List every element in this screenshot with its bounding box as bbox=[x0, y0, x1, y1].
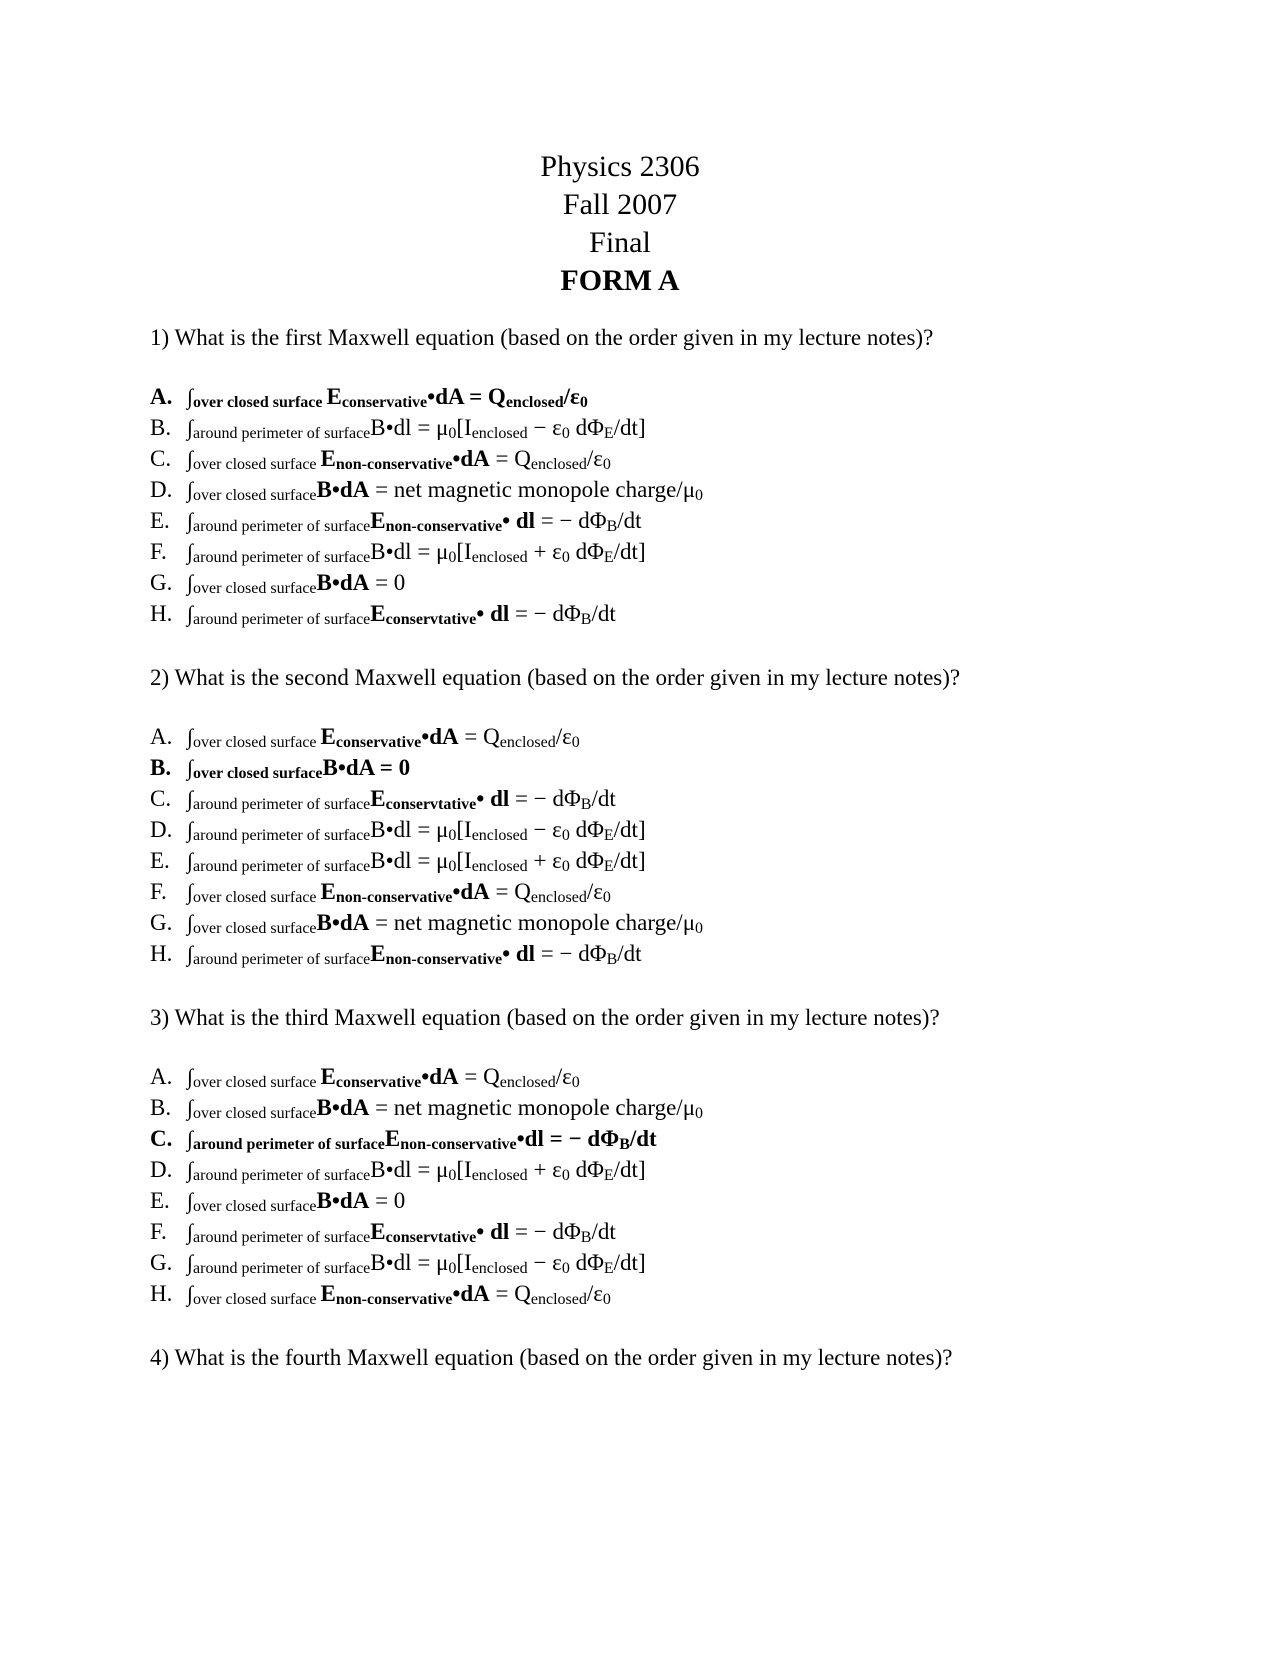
course-title: Physics 2306 bbox=[540, 150, 700, 183]
equation-part: E bbox=[603, 858, 614, 875]
equation-part: + ε bbox=[527, 539, 562, 564]
answer-option bbox=[150, 598, 703, 629]
equation-part: 0 bbox=[448, 1167, 457, 1184]
equation-part: B•dA bbox=[316, 570, 370, 595]
equation-part: 0 bbox=[448, 858, 457, 875]
equation-part: B bbox=[580, 611, 592, 628]
equation-part: ∫ bbox=[187, 508, 194, 533]
equation-part: around perimeter of surface bbox=[193, 549, 371, 566]
equation-part: E bbox=[370, 1219, 386, 1244]
equation-part: conservtative bbox=[385, 611, 477, 628]
equation-part: around perimeter of surface bbox=[193, 425, 371, 442]
option-letter: B. bbox=[150, 415, 172, 440]
equation-part: /ε bbox=[563, 384, 580, 409]
equation-part: 0 bbox=[561, 858, 570, 875]
option-letter: G. bbox=[150, 570, 173, 595]
equation-part: ∫ bbox=[187, 724, 194, 749]
equation-part: B bbox=[606, 951, 618, 968]
equation-part: enclosed bbox=[471, 1260, 528, 1277]
equation-part: conservtative bbox=[385, 1229, 477, 1246]
equation-part: 0 bbox=[448, 1260, 457, 1277]
equation-part: enclosed bbox=[499, 734, 556, 751]
answer-option bbox=[150, 1092, 703, 1123]
equation-part: /dt] bbox=[613, 848, 646, 873]
option-letter: G. bbox=[150, 1250, 173, 1275]
equation-part: around perimeter of surface bbox=[193, 611, 371, 628]
equation-part: B•dA bbox=[316, 910, 370, 935]
question-text: What is the third Maxwell equation (based on the order given in my lecture notes)? bbox=[174, 1005, 940, 1030]
equation-part: [I bbox=[456, 817, 472, 842]
equation-part: E bbox=[603, 425, 614, 442]
equation-part: dΦ bbox=[569, 1250, 604, 1275]
equation-part: ∫ bbox=[187, 1064, 194, 1089]
answer-option bbox=[150, 474, 703, 505]
equation-part: ∫ bbox=[187, 817, 194, 842]
equation-part: = Q bbox=[489, 1281, 531, 1306]
equation-part: B•dA bbox=[316, 477, 370, 502]
option-letter: F. bbox=[150, 539, 167, 564]
equation-part: E bbox=[603, 1167, 614, 1184]
equation-part: B bbox=[580, 796, 592, 813]
equation-part: around perimeter of surface bbox=[193, 1167, 371, 1184]
equation-part: ∫ bbox=[187, 1126, 194, 1151]
equation-part: over closed surface bbox=[193, 734, 321, 751]
equation-part: = − dΦ bbox=[535, 941, 607, 966]
equation-part: non-conservative bbox=[400, 1136, 517, 1153]
options-q3 bbox=[150, 1061, 703, 1309]
exam-name: Final bbox=[589, 226, 651, 259]
equation-part: = Q bbox=[458, 724, 500, 749]
equation-part: /ε bbox=[586, 446, 603, 471]
equation-part: E bbox=[320, 1064, 336, 1089]
equation-part: = Q bbox=[489, 446, 531, 471]
equation-part: /ε bbox=[555, 1064, 572, 1089]
equation-part: 0 bbox=[448, 549, 457, 566]
option-letter: A. bbox=[150, 1064, 173, 1089]
equation-part: /dt bbox=[617, 508, 642, 533]
equation-part: around perimeter of surface bbox=[193, 518, 371, 535]
equation-part: = − dΦ bbox=[509, 786, 581, 811]
option-letter: D. bbox=[150, 477, 173, 502]
equation-part: over closed surface bbox=[193, 580, 317, 597]
option-letter: G. bbox=[150, 910, 173, 935]
equation-part: [I bbox=[456, 848, 472, 873]
equation-part: B•dl = μ bbox=[370, 539, 449, 564]
equation-part: E bbox=[326, 384, 342, 409]
equation-part: E bbox=[320, 724, 336, 749]
answer-option bbox=[150, 412, 703, 443]
answer-option bbox=[150, 721, 703, 752]
equation-part: E bbox=[320, 1281, 336, 1306]
form-label: FORM A bbox=[560, 264, 680, 297]
exam-header bbox=[0, 148, 1240, 300]
equation-part: /dt] bbox=[613, 415, 646, 440]
equation-part: 0 bbox=[571, 734, 580, 751]
equation-part: ∫ bbox=[187, 1188, 194, 1213]
equation-part: E bbox=[603, 827, 614, 844]
equation-part: [I bbox=[456, 1250, 472, 1275]
equation-part: B•dl = μ bbox=[370, 817, 449, 842]
equation-part: ∫ bbox=[187, 786, 194, 811]
equation-part: enclosed bbox=[530, 1291, 587, 1308]
option-letter: C. bbox=[150, 1126, 173, 1151]
equation-part: 0 bbox=[602, 1291, 611, 1308]
equation-part: B bbox=[606, 518, 618, 535]
option-letter: E. bbox=[150, 1188, 170, 1213]
equation-part: enclosed bbox=[471, 549, 528, 566]
equation-part: E bbox=[603, 549, 614, 566]
equation-part: 0 bbox=[695, 920, 704, 937]
equation-part: /dt] bbox=[613, 1250, 646, 1275]
equation-part: = net magnetic monopole charge/μ bbox=[369, 910, 696, 935]
option-letter: C. bbox=[150, 786, 172, 811]
equation-part: E bbox=[370, 508, 386, 533]
equation-part: over closed surface bbox=[193, 1198, 317, 1215]
equation-part: /dt] bbox=[613, 539, 646, 564]
option-letter: D. bbox=[150, 1157, 173, 1182]
equation-part: around perimeter of surface bbox=[193, 827, 371, 844]
equation-part: ∫ bbox=[187, 1219, 194, 1244]
answer-option bbox=[150, 1185, 703, 1216]
answer-option bbox=[150, 783, 703, 814]
equation-part: dΦ bbox=[569, 415, 604, 440]
equation-part: non-conservative bbox=[335, 456, 453, 473]
option-letter: C. bbox=[150, 446, 172, 471]
equation-part: 0 bbox=[448, 425, 457, 442]
equation-part: E bbox=[320, 446, 336, 471]
equation-part: ∫ bbox=[187, 879, 194, 904]
question-3 bbox=[150, 1005, 940, 1031]
equation-part: [I bbox=[456, 415, 472, 440]
option-letter: H. bbox=[150, 601, 173, 626]
equation-part: + ε bbox=[527, 1157, 562, 1182]
equation-part: E bbox=[603, 1260, 614, 1277]
equation-part: = 0 bbox=[369, 1188, 406, 1213]
equation-part: dΦ bbox=[569, 848, 604, 873]
question-number: 3) bbox=[150, 1005, 170, 1030]
equation-part: ∫ bbox=[187, 1250, 194, 1275]
question-2 bbox=[150, 665, 960, 691]
equation-part: non-conservative bbox=[335, 1291, 453, 1308]
equation-part: dΦ bbox=[569, 539, 604, 564]
equation-part: /ε bbox=[586, 879, 603, 904]
equation-part: B bbox=[580, 1229, 592, 1246]
option-letter: H. bbox=[150, 1281, 173, 1306]
equation-part: E bbox=[320, 879, 336, 904]
equation-part: B•dA = 0 bbox=[322, 755, 411, 780]
equation-part: enclosed bbox=[471, 1167, 528, 1184]
option-letter: B. bbox=[150, 1095, 172, 1120]
equation-part: over closed surface bbox=[193, 1291, 321, 1308]
equation-part: = − dΦ bbox=[509, 601, 581, 626]
equation-part: = net magnetic monopole charge/μ bbox=[369, 477, 696, 502]
equation-part: around perimeter of surface bbox=[193, 951, 371, 968]
equation-part: = Q bbox=[463, 384, 506, 409]
equation-part: E bbox=[370, 941, 386, 966]
equation-part: over closed surface bbox=[193, 456, 321, 473]
equation-part: • dl bbox=[476, 601, 510, 626]
question-4 bbox=[150, 1345, 952, 1371]
equation-part: B•dl = μ bbox=[370, 1250, 449, 1275]
equation-part: over closed surface bbox=[193, 889, 321, 906]
equation-part: conservative bbox=[335, 734, 422, 751]
equation-part: [I bbox=[456, 539, 472, 564]
equation-part: enclosed bbox=[530, 456, 587, 473]
question-text: What is the first Maxwell equation (based on the order given in my lecture notes)? bbox=[174, 325, 934, 350]
option-letter: A. bbox=[150, 384, 173, 409]
equation-part: • dl bbox=[502, 941, 536, 966]
equation-part: B•dl = μ bbox=[370, 848, 449, 873]
term: Fall 2007 bbox=[562, 188, 678, 221]
equation-part: /dt] bbox=[613, 817, 646, 842]
equation-part: 0 bbox=[695, 487, 704, 504]
equation-part: − ε bbox=[527, 817, 562, 842]
equation-part: = Q bbox=[458, 1064, 500, 1089]
equation-part: /dt bbox=[591, 1219, 616, 1244]
equation-part: ∫ bbox=[187, 755, 194, 780]
question-text: What is the second Maxwell equation (based on the order given in my lecture notes)? bbox=[174, 665, 961, 690]
equation-part: = net magnetic monopole charge/μ bbox=[369, 1095, 696, 1120]
equation-part: around perimeter of surface bbox=[193, 1260, 371, 1277]
equation-part: 0 bbox=[561, 1260, 570, 1277]
equation-part: 0 bbox=[602, 456, 611, 473]
equation-part: enclosed bbox=[499, 1074, 556, 1091]
option-letter: F. bbox=[150, 1219, 167, 1244]
equation-part: dΦ bbox=[569, 1157, 604, 1182]
answer-option bbox=[150, 907, 703, 938]
option-letter: E. bbox=[150, 848, 170, 873]
question-text: What is the fourth Maxwell equation (based on the order given in my lecture notes)? bbox=[174, 1345, 953, 1370]
equation-part: around perimeter of surface bbox=[193, 1136, 385, 1153]
equation-part: •dA bbox=[421, 1064, 459, 1089]
equation-part: ∫ bbox=[187, 539, 194, 564]
equation-part: B•dA bbox=[316, 1188, 370, 1213]
equation-part: = 0 bbox=[369, 570, 406, 595]
equation-part: •dA bbox=[452, 1281, 490, 1306]
option-letter: B. bbox=[150, 755, 172, 780]
equation-part: around perimeter of surface bbox=[193, 796, 371, 813]
answer-option bbox=[150, 567, 703, 598]
equation-part: 0 bbox=[561, 425, 570, 442]
equation-part: /dt bbox=[617, 941, 642, 966]
equation-part: •dA bbox=[427, 384, 464, 409]
equation-part: = Q bbox=[489, 879, 531, 904]
equation-part: enclosed bbox=[530, 889, 587, 906]
equation-part: 0 bbox=[561, 827, 570, 844]
answer-option bbox=[150, 876, 703, 907]
question-number: 4) bbox=[150, 1345, 170, 1370]
answer-option bbox=[150, 938, 703, 969]
equation-part: over closed surface bbox=[193, 920, 317, 937]
equation-part: dΦ bbox=[569, 817, 604, 842]
equation-part: ∫ bbox=[187, 384, 194, 409]
equation-part: •dA bbox=[452, 879, 490, 904]
equation-part: ∫ bbox=[187, 941, 194, 966]
equation-part: • dl bbox=[476, 786, 510, 811]
equation-part: B bbox=[619, 1136, 630, 1153]
equation-part: E bbox=[370, 601, 386, 626]
equation-part: [I bbox=[456, 1157, 472, 1182]
question-1 bbox=[150, 325, 933, 351]
equation-part: 0 bbox=[695, 1105, 704, 1122]
equation-part: + ε bbox=[527, 848, 562, 873]
equation-part: ∫ bbox=[187, 1281, 194, 1306]
equation-part: ∫ bbox=[187, 477, 194, 502]
equation-part: 0 bbox=[561, 1167, 570, 1184]
equation-part: 0 bbox=[561, 549, 570, 566]
equation-part: /dt] bbox=[613, 1157, 646, 1182]
equation-part: /dt bbox=[591, 786, 616, 811]
equation-part: E bbox=[384, 1126, 401, 1151]
answer-option bbox=[150, 1154, 703, 1185]
answer-option bbox=[150, 505, 703, 536]
answer-option bbox=[150, 814, 703, 845]
equation-part: 0 bbox=[602, 889, 611, 906]
option-letter: F. bbox=[150, 879, 167, 904]
equation-part: = − dΦ bbox=[535, 508, 607, 533]
option-letter: D. bbox=[150, 817, 173, 842]
answer-option bbox=[150, 443, 703, 474]
equation-part: B•dA bbox=[316, 1095, 370, 1120]
equation-part: = − dΦ bbox=[509, 1219, 581, 1244]
question-number: 2) bbox=[150, 665, 170, 690]
equation-part: ∫ bbox=[187, 601, 194, 626]
equation-part: 0 bbox=[579, 394, 588, 411]
answer-option bbox=[150, 381, 703, 412]
equation-part: ∫ bbox=[187, 570, 194, 595]
equation-part: B•dl = μ bbox=[370, 415, 449, 440]
equation-part: ∫ bbox=[187, 415, 194, 440]
equation-part: around perimeter of surface bbox=[193, 1229, 371, 1246]
equation-part: over closed surface bbox=[193, 1105, 317, 1122]
equation-part: non-conservative bbox=[335, 889, 453, 906]
answer-option bbox=[150, 1061, 703, 1092]
options-q1 bbox=[150, 381, 703, 629]
equation-part: − ε bbox=[527, 415, 562, 440]
question-number: 1) bbox=[150, 325, 170, 350]
answer-option bbox=[150, 536, 703, 567]
options-q2 bbox=[150, 721, 703, 969]
equation-part: /ε bbox=[586, 1281, 603, 1306]
equation-part: •dA bbox=[421, 724, 459, 749]
equation-part: /dt bbox=[629, 1126, 657, 1151]
equation-part: •dl = − dΦ bbox=[516, 1126, 620, 1151]
option-letter: H. bbox=[150, 941, 173, 966]
equation-part: over closed surface bbox=[193, 1074, 321, 1091]
equation-part: ∫ bbox=[187, 1095, 194, 1120]
answer-option bbox=[150, 1278, 703, 1309]
equation-part: ∫ bbox=[187, 1157, 194, 1182]
equation-part: − ε bbox=[527, 1250, 562, 1275]
equation-part: enclosed bbox=[471, 827, 528, 844]
option-letter: E. bbox=[150, 508, 170, 533]
equation-part: enclosed bbox=[505, 394, 564, 411]
equation-part: B•dl = μ bbox=[370, 1157, 449, 1182]
equation-part: • dl bbox=[476, 1219, 510, 1244]
equation-part: ∫ bbox=[187, 910, 194, 935]
equation-part: non-conservative bbox=[385, 518, 503, 535]
equation-part: over closed surface bbox=[193, 765, 323, 782]
answer-option bbox=[150, 1247, 703, 1278]
equation-part: • dl bbox=[502, 508, 536, 533]
equation-part: E bbox=[370, 786, 386, 811]
option-letter: A. bbox=[150, 724, 173, 749]
equation-part: over closed surface bbox=[193, 487, 317, 504]
equation-part: ∫ bbox=[187, 446, 194, 471]
equation-part: •dA bbox=[452, 446, 490, 471]
equation-part: 0 bbox=[448, 827, 457, 844]
equation-part: /ε bbox=[555, 724, 572, 749]
equation-part: around perimeter of surface bbox=[193, 858, 371, 875]
answer-option bbox=[150, 752, 703, 783]
answer-option bbox=[150, 1216, 703, 1247]
equation-part: over closed surface bbox=[193, 394, 327, 411]
equation-part: conservtative bbox=[385, 796, 477, 813]
equation-part: conservative bbox=[335, 1074, 422, 1091]
equation-part: enclosed bbox=[471, 425, 528, 442]
equation-part: non-conservative bbox=[385, 951, 503, 968]
answer-option bbox=[150, 1123, 703, 1154]
equation-part: 0 bbox=[571, 1074, 580, 1091]
equation-part: enclosed bbox=[471, 858, 528, 875]
equation-part: conservative bbox=[341, 394, 428, 411]
equation-part: ∫ bbox=[187, 848, 194, 873]
answer-option bbox=[150, 845, 703, 876]
equation-part: /dt bbox=[591, 601, 616, 626]
